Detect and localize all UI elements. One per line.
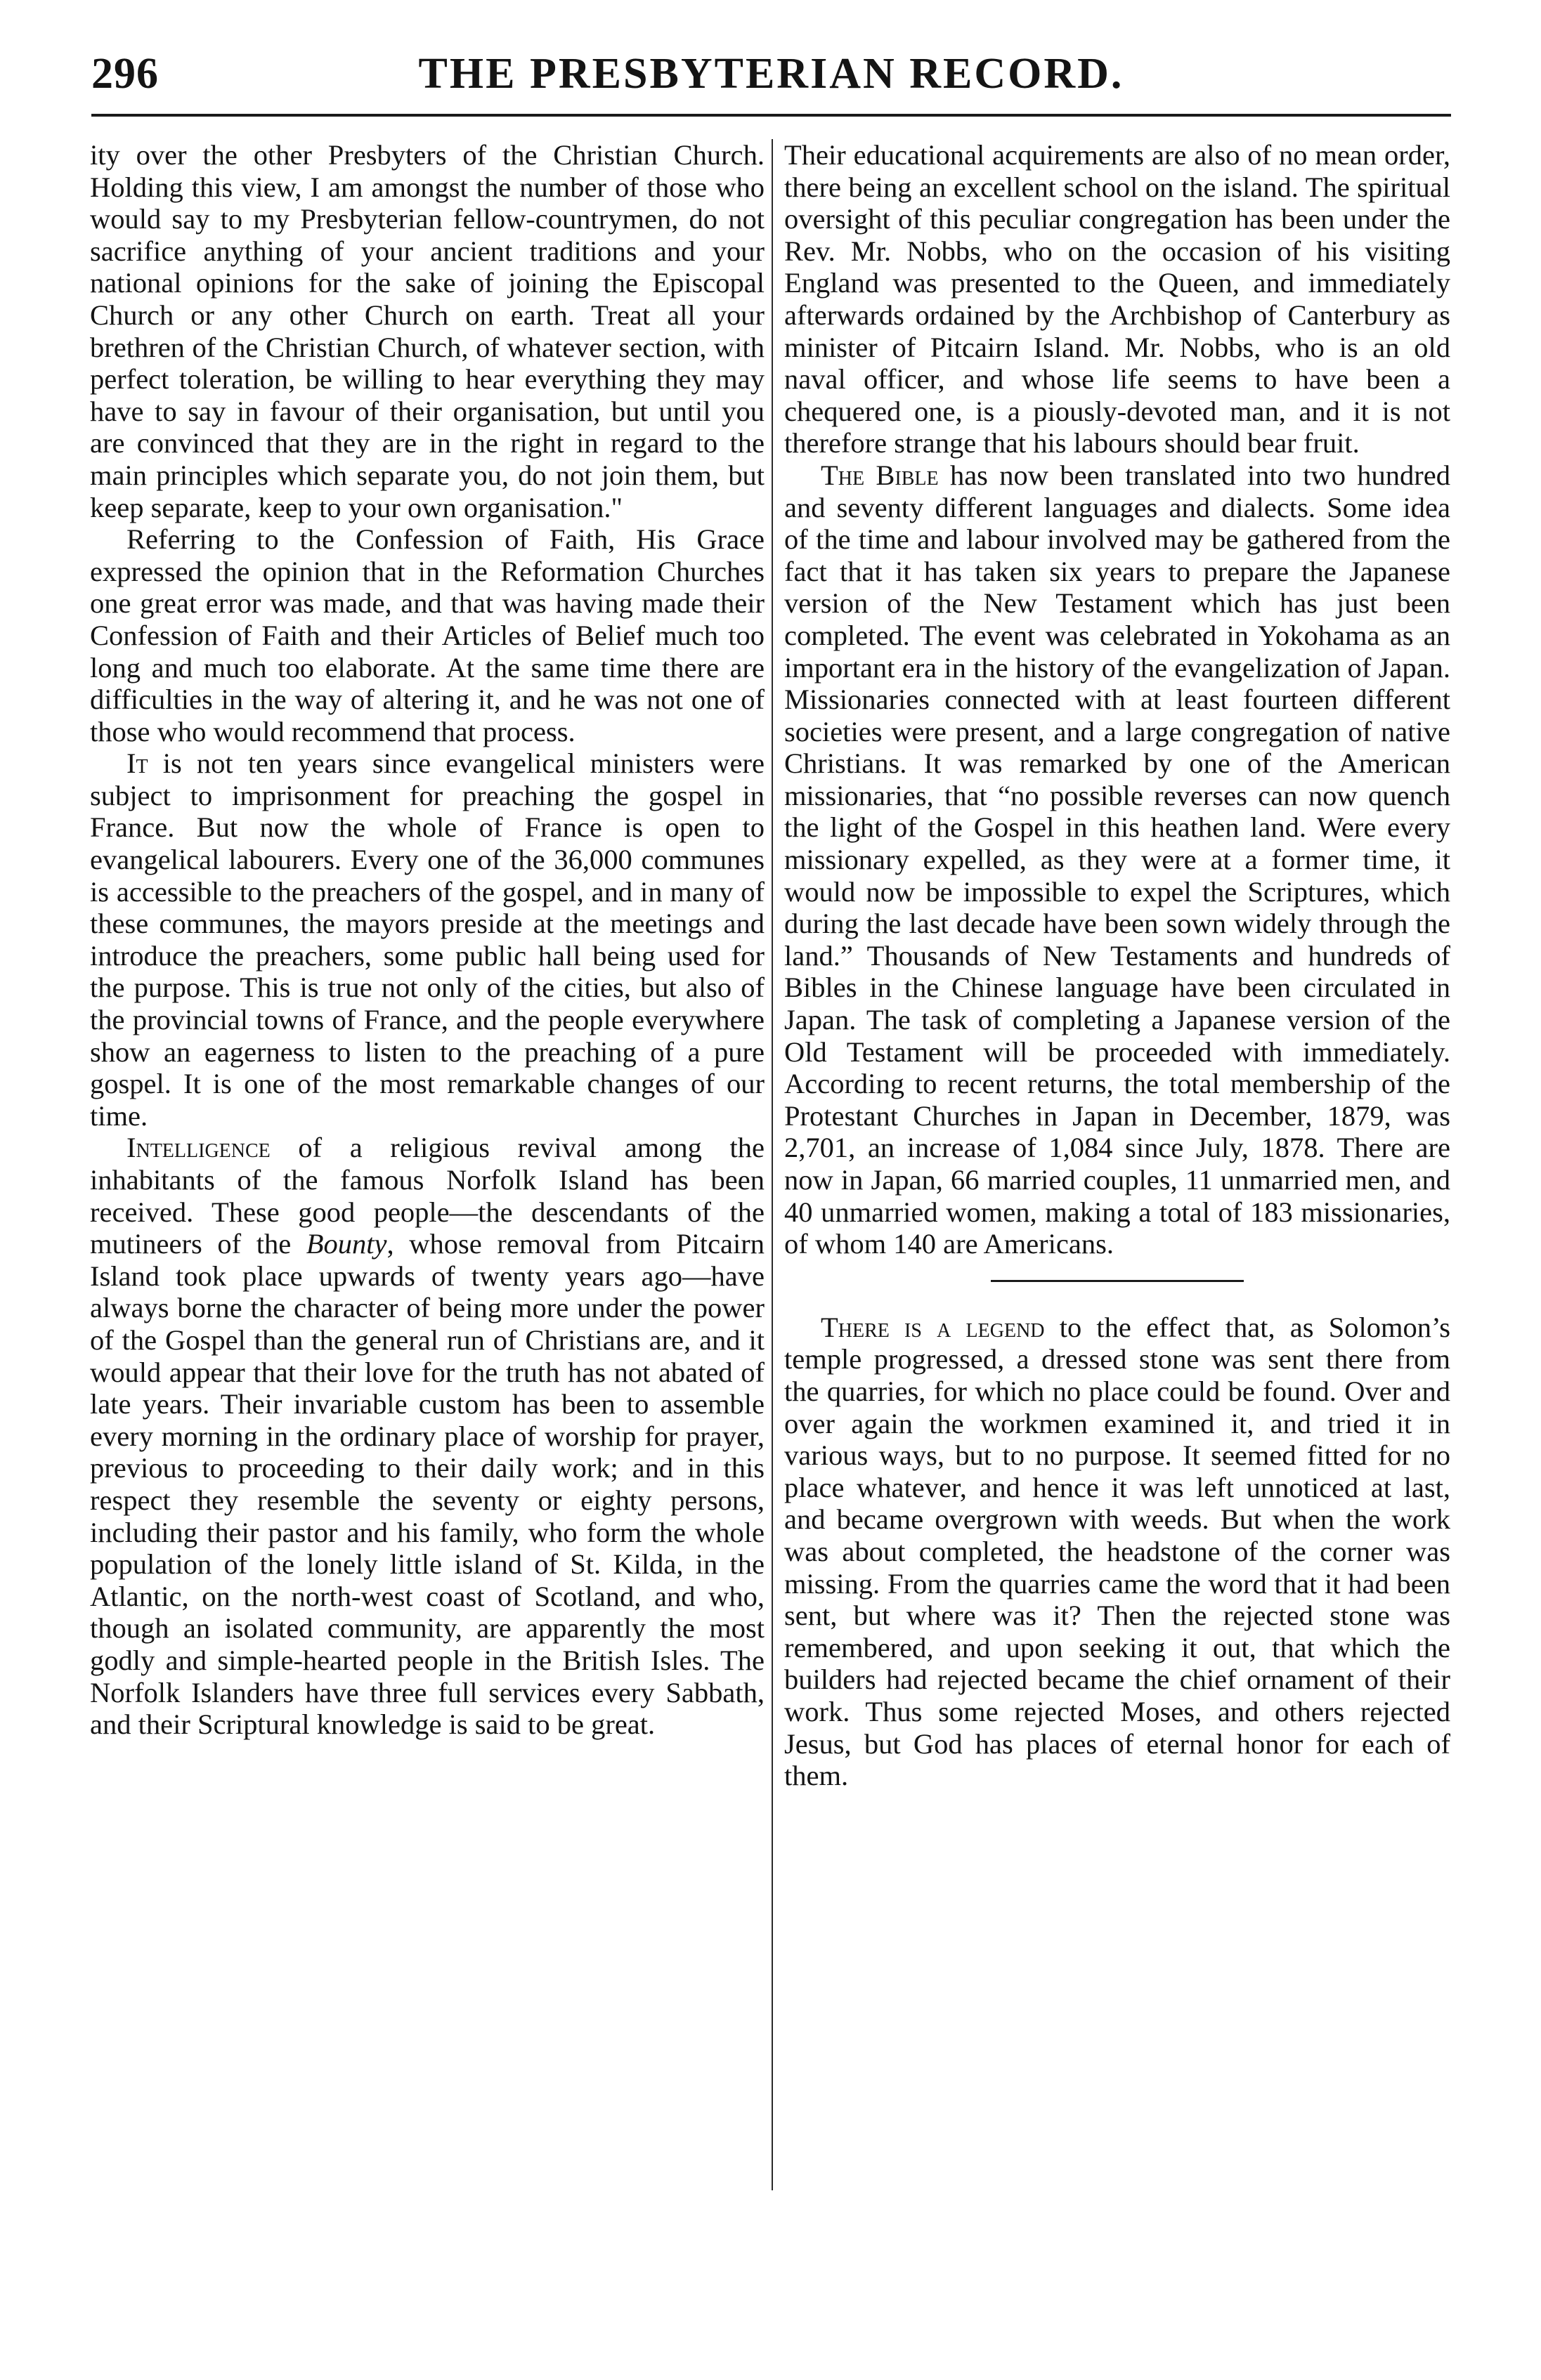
france-text: is not ten years since evangelical ministers were subject to imprisonment for preaching the gospel in France. But now the whole of France is open to evangelical labourers. Every one of the 36,000 communes is accessible to the preachers of the gospel, and in many of these communes, the mayors preside at the meetings and introduce the preachers, some public hall being used for the purpose. This is true not only of the cities, but also of the provincial towns of France, and the people everywhere show an eagerness to listen to the preaching of a pure gospel. It is one of the most remarkable changes of our time. xyxy=(90,747,765,1132)
norfolk-paragraph xyxy=(90,1132,765,1740)
france-paragraph xyxy=(90,747,765,1132)
bible-lead-word: The Bible xyxy=(821,459,939,491)
bible-paragraph xyxy=(784,459,1450,1260)
norfolk-continuation-paragraph: Their educational acquirements are also of no mean order, there being an excellent school on the island. The spiritual oversight of this peculiar congregation has been under the Rev. Mr. Nobbs, who on the occasion of his visiting England was presented to the Queen, and immediately afterwards ordained by the Archbishop of Canterbury as minister of Pitcairn Island. Mr. Nobbs, who is an old naval officer, and whose life seems to have been a chequered one, is a piously-devoted man, and it is not therefore strange that his labours should bear fruit. xyxy=(784,139,1450,459)
page-header xyxy=(91,49,1451,112)
article-continuation-paragraph: ity over the other Presbyters of the Christian Church. Holding this view, I am amongst the number of those who would say to my Presbyterian fellow-countrymen, do not sacrifice anything of your ancient traditions and your national opinions for the sake of joining the Episcopal Church or any other Church on earth. Treat all your brethren of the Christian Church, of whatever section, with perfect toleration, be willing to hear everything they may have to say in favour of their organisation, but until you are convinced that they are in the right in regard to the main principles which separate you, do not join them, but keep separate, keep to your own organisation." xyxy=(90,139,765,523)
confession-paragraph: Referring to the Confession of Faith, His Grace expressed the opinion that in the Reformation Churches one great error was made, and that was having made their Confession of Faith and their Articles of Belief much too long and much too elaborate. At the same time there are difficulties in the way of altering it, and he was not one of those who would recommend that process. xyxy=(90,523,765,747)
journal-title: THE PRESBYTERIAN RECORD. xyxy=(418,50,1124,98)
france-lead-word: It xyxy=(126,747,148,780)
legend-lead-words: There is a legend xyxy=(821,1311,1045,1343)
section-rule xyxy=(991,1280,1244,1282)
bible-text: has now been translated into two hundred and seventy different languages and dialects. Some idea of the time and labour involved may be gathered from the fact that it has taken six years to prepare the Japanese version of the New Testament which has just been completed. The event was celebrated in Yokohama as an important era in the history of the evangelization of Japan. Missionaries connected with at least fourteen different societies were present, and a large congregation of native Christians. It was remarked by one of the American missionaries, that “no possible reverses can now quench the light of the Gospel in this heathen land. Were every missionary expelled, as they were at a former time, it would now be impossible to expel the Scriptures, which during the last decade have been sown widely through the land.” Thousands of New Testaments and hundreds of Bibles in the Chinese language have been circulated in Japan. The task of completing a Japanese version of the Old Testament will be proceeded with immediately. According to recent returns, the total membership of the Protestant Churches in Japan in December, 1879, was 2,701, an increase of 1,084 since July, 1878. There are now in Japan, 66 married couples, 11 unmarried men, and 40 unmarried women, making a total of 183 missionaries, of whom 140 are Americans. xyxy=(784,459,1450,1260)
norfolk-text-b: , whose removal from Pitcairn Island took place upwards of twenty years ago—have always borne the character of being more under the power of the Gospel than the general run of Christians are, and it would appear that their love for the truth has not abated of late years. Their invariable custom has been to assemble every morning in the ordinary place of worship for prayer, previous to proceeding to their daily work; and in this respect they resemble the seventy or eighty persons, including their pastor and his family, who form the whole population of the lonely little island of St. Kilda, in the Atlantic, on the north-west coast of Scotland, and who, though an isolated community, are apparently the most godly and simple-hearted people in the British Isles. The Norfolk Islanders have three full services every Sabbath, and their Scriptural knowledge is said to be great. xyxy=(90,1228,765,1741)
right-column xyxy=(784,139,1450,1792)
legend-text: to the effect that, as Solomon’s temple progressed, a dressed stone was sent there from the quarries, for which no place could be found. Over and over again the workmen examined it, and tried it in various ways, but to no purpose. It seemed fitted for no place whatever, and hence it was left unnoticed at last, and became overgrown with weeds. But when the work was about completed, the headstone of the corner was missing. From the quarries came the word that it had been sent, but where was it? Then the rejected stone was remembered, and upon seeking it out, that which the builders had rejected became the chief ornament of their work. Thus some rejected Moses, and others rejected Jesus, but God has places of eternal honor for each of them. xyxy=(784,1311,1450,1792)
column-divider xyxy=(772,139,773,2190)
left-column xyxy=(90,139,765,1741)
norfolk-lead-word: Intelligence xyxy=(126,1132,271,1164)
legend-paragraph xyxy=(784,1312,1450,1792)
page-number: 296 xyxy=(91,50,159,98)
norfolk-text-a: of a religious revival among the inhabitants of the famous Norfolk Island has been received. These good people—the descendants of the mutineers of the xyxy=(90,1132,765,1260)
ship-name: Bounty xyxy=(306,1228,387,1260)
header-rule xyxy=(91,114,1451,117)
